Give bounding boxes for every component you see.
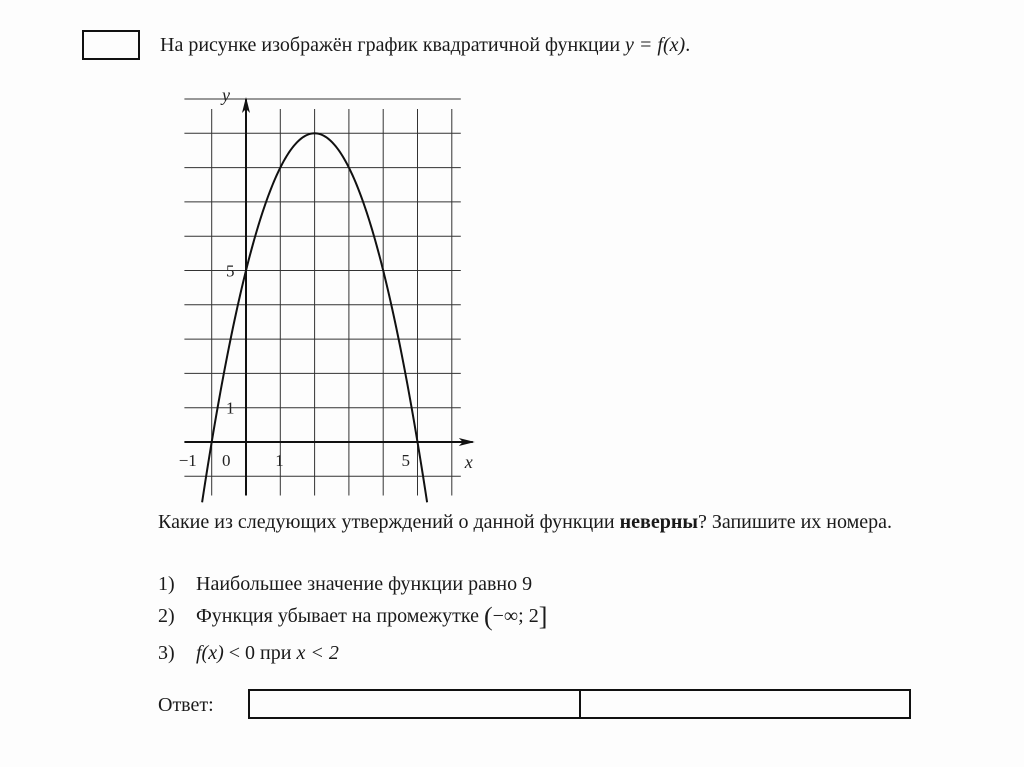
question-bold: неверны	[619, 511, 698, 533]
option-3-formula-right: x < 2	[296, 642, 339, 664]
tick-label-x-five: 5	[401, 451, 410, 470]
function-graph	[150, 68, 510, 498]
option-1-text: Наибольшее значение функции равно 9	[196, 573, 533, 595]
option-1	[158, 573, 532, 596]
option-2-text: Функция убывает на промежутке	[196, 605, 484, 627]
option-3	[158, 642, 339, 665]
option-3-relation: < 0	[223, 642, 261, 664]
axes	[184, 97, 474, 495]
tick-label-x-one: 1	[275, 451, 284, 470]
y-axis-label: y	[222, 85, 230, 105]
interval-close-bracket: ]	[538, 602, 548, 631]
option-3-number: 3)	[158, 642, 175, 664]
option-3-formula-left: f(x)	[196, 642, 224, 664]
option-2-number: 2)	[158, 605, 175, 627]
tick-label-origin: 0	[222, 451, 231, 470]
question-end: ? Запишите их номера.	[697, 511, 893, 533]
x-axis-label: x	[464, 452, 473, 472]
tick-label-minus-one: −1	[178, 451, 197, 470]
answer-box[interactable]	[248, 689, 911, 719]
intro-formula: y = f(x)	[625, 34, 686, 56]
graph-labels	[179, 85, 473, 472]
question-start: Какие из следующих утверждений о данной функции	[158, 511, 620, 533]
tick-label-y-five: 5	[226, 261, 235, 281]
intro-end: .	[685, 34, 691, 56]
option-2	[158, 602, 547, 632]
answer-cell-1[interactable]	[250, 691, 579, 717]
interval-open-bracket: (	[483, 602, 493, 631]
task-number-box	[82, 30, 140, 60]
option-3-word: при	[260, 642, 297, 664]
intro-text: На рисунке изображён график квадратичной функции	[160, 34, 626, 56]
task-intro	[160, 34, 690, 57]
answer-label: Ответ:	[158, 694, 214, 716]
option-1-number: 1)	[158, 573, 175, 595]
interval-body: −∞; 2	[492, 605, 539, 627]
tick-label-y-one: 1	[226, 398, 235, 418]
grid-lines	[184, 99, 460, 495]
question-text	[158, 509, 938, 535]
answer-cell-2[interactable]	[579, 691, 910, 717]
